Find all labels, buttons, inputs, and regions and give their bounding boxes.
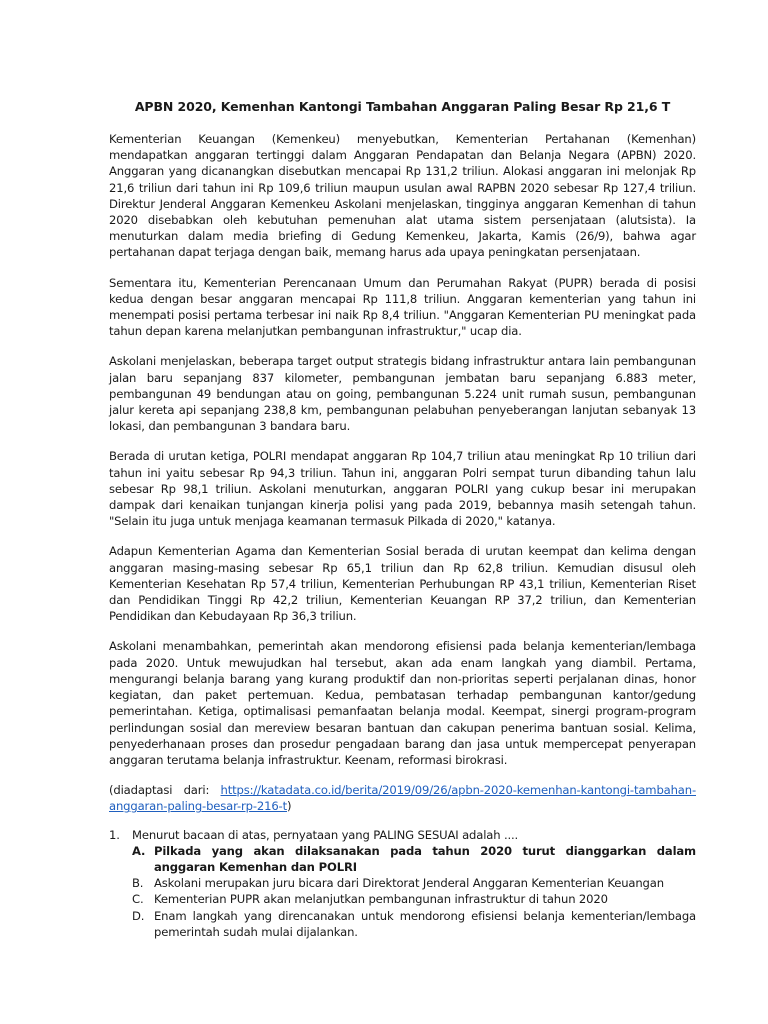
question-1 [109, 827, 696, 940]
paragraph-2: Sementara itu, Kementerian Perencanaan Umum dan Perumahan Rakyat (PUPR) berada di posisi kedua dengan besar anggaran mencapai Rp 111,8 triliun. Anggaran kementerian yang tahun ini menempati posisi pertama terbesar ini naik Rp 8,4 triliun. "Anggaran Kementerian PU meningkat pada tahun depan karena melanjutkan pembangunan infrastruktur," ucap dia. [109, 275, 696, 339]
option-b[interactable] [132, 875, 696, 891]
document-page [109, 98, 696, 940]
option-a[interactable] [132, 843, 696, 875]
option-letter: C. [132, 892, 144, 907]
option-text: Pilkada yang akan dilaksanakan pada tahun 2020 turut dianggarkan dalam anggaran Kemenhan dan POLRI [154, 843, 696, 874]
paragraph-4: Berada di urutan ketiga, POLRI mendapat anggaran Rp 104,7 triliun atau meningkat Rp 10 triliun dari tahun ini yaitu sebesar Rp 94,3 triliun. Tahun ini, anggaran Polri sempat turun dibanding tahun lalu sebesar Rp 98,1 triliun. Askolani menuturkan, anggaran POLRI yang cukup besar ini merupakan dampak dari kenaikan tunjangan kinerja polisi yang pada 2019, bebannya masih setengah tahun. "Selain itu juga untuk menjaga keamanan termasuk Pilkada di 2020," katanya. [109, 449, 696, 529]
option-letter: D. [132, 908, 145, 923]
option-text: Askolani merupakan juru bicara dari Direktorat Jenderal Anggaran Kementerian Keuangan [154, 876, 664, 891]
answer-options [132, 843, 696, 940]
article-title: APBN 2020, Kemenhan Kantongi Tambahan Anggaran Paling Besar Rp 21,6 T [134, 99, 671, 114]
question-number: 1. [109, 827, 120, 842]
option-text: Kementerian PUPR akan melanjutkan pembangunan infrastruktur di tahun 2020 [154, 892, 608, 907]
paragraph-3: Askolani menjelaskan, beberapa target output strategis bidang infrastruktur antara lain pembangunan jalan baru sepanjang 837 kilometer, pembangunan jembatan baru sepanjang 6.883 meter, pembangunan 49 bendungan atau on going, pembangunan 5.224 unit rumah susun, pembangunan jalur kereta api sepanjang 238,8 km, pembangunan pelabuhan penyeberangan lanjutan sebanyak 13 lokasi, dan pembangunan 3 bandara baru. [109, 354, 696, 434]
paragraph-5: Adapun Kementerian Agama dan Kementerian Sosial berada di urutan keempat dan kelima dengan anggaran masing-masing sebesar Rp 65,1 triliun dan Rp 62,8 triliun. Kemudian disusul oleh Kementerian Kesehatan Rp 57,4 triliun, Kementerian Perhubungan RP 43,1 triliun, Kementerian Riset dan Pendidikan Tinggi Rp 42,2 triliun, Kementerian Keuangan RP 37,2 triliun, dan Kementerian Pendidikan dan Kebudayaan Rp 36,3 triliun. [109, 544, 696, 624]
source-prefix: (diadaptasi dari: [109, 783, 221, 798]
question-stem [109, 827, 696, 843]
option-letter: A. [132, 843, 146, 858]
paragraph-1: Kementerian Keuangan (Kemenkeu) menyebutkan, Kementerian Pertahanan (Kemenhan) mendapatkan anggaran tertinggi dalam Anggaran Pendapatan dan Belanja Negara (APBN) 2020. Anggaran yang dicanangkan disebutkan mencapai Rp 131,2 triliun. Alokasi anggaran ini melonjak Rp 21,6 triliun dari tahun ini Rp 109,6 triliun maupun usulan awal RAPBN 2020 sebesar Rp 127,4 triliun. Direktur Jenderal Anggaran Kemenkeu Askolani menjelaskan, tingginya anggaran Kemenhan di tahun 2020 disebabkan oleh kebutuhan pemenuhan alat utama sistem persenjataan (alutsista). Ia menuturkan dalam media briefing di Gedung Kemenkeu, Jakarta, Kamis (26/9), bahwa agar pertahanan dapat terjaga dengan baik, memang harus ada upaya peningkatan persenjataan. [109, 132, 696, 260]
option-letter: B. [132, 876, 144, 891]
paragraph-6: Askolani menambahkan, pemerintah akan mendorong efisiensi pada belanja kementerian/lembaga pada 2020. Untuk mewujudkan hal tersebut, akan ada enam langkah yang diambil. Pertama, mengurangi belanja barang yang kurang produktif dan non-prioritas seperti perjalanan dinas, honor kegiatan, dan paket pertemuan. Kedua, pembatasan terhadap pembangunan kantor/gedung pemerintahan. Ketiga, optimalisasi pemanfaatan belanja modal. Keempat, sinergi program-program perlindungan sosial dan mereview besaran bantuan dan cakupan penerima bantuan sosial. Kelima, penyederhanaan proses dan prosedur pengadaan barang dan jasa untuk mempercepat penyerapan anggaran terutama belanja infrastruktur. Keenam, reformasi birokrasi. [109, 639, 696, 767]
option-d[interactable] [132, 908, 696, 940]
source-link[interactable]: https://katadata.co.id/berita/2019/09/26/apbn-2020-kemenhan-kantongi-tambahan-anggaran-paling-besar-rp-216-t [109, 783, 696, 814]
source-suffix: ) [287, 799, 292, 814]
source-citation [109, 782, 696, 814]
question-text: Menurut bacaan di atas, pernyataan yang PALING SESUAI adalah .... [132, 827, 519, 842]
option-c[interactable] [132, 891, 696, 907]
option-text: Enam langkah yang direncanakan untuk mendorong efisiensi belanja kementerian/lembaga pemerintah sudah mulai dijalankan. [154, 908, 696, 939]
